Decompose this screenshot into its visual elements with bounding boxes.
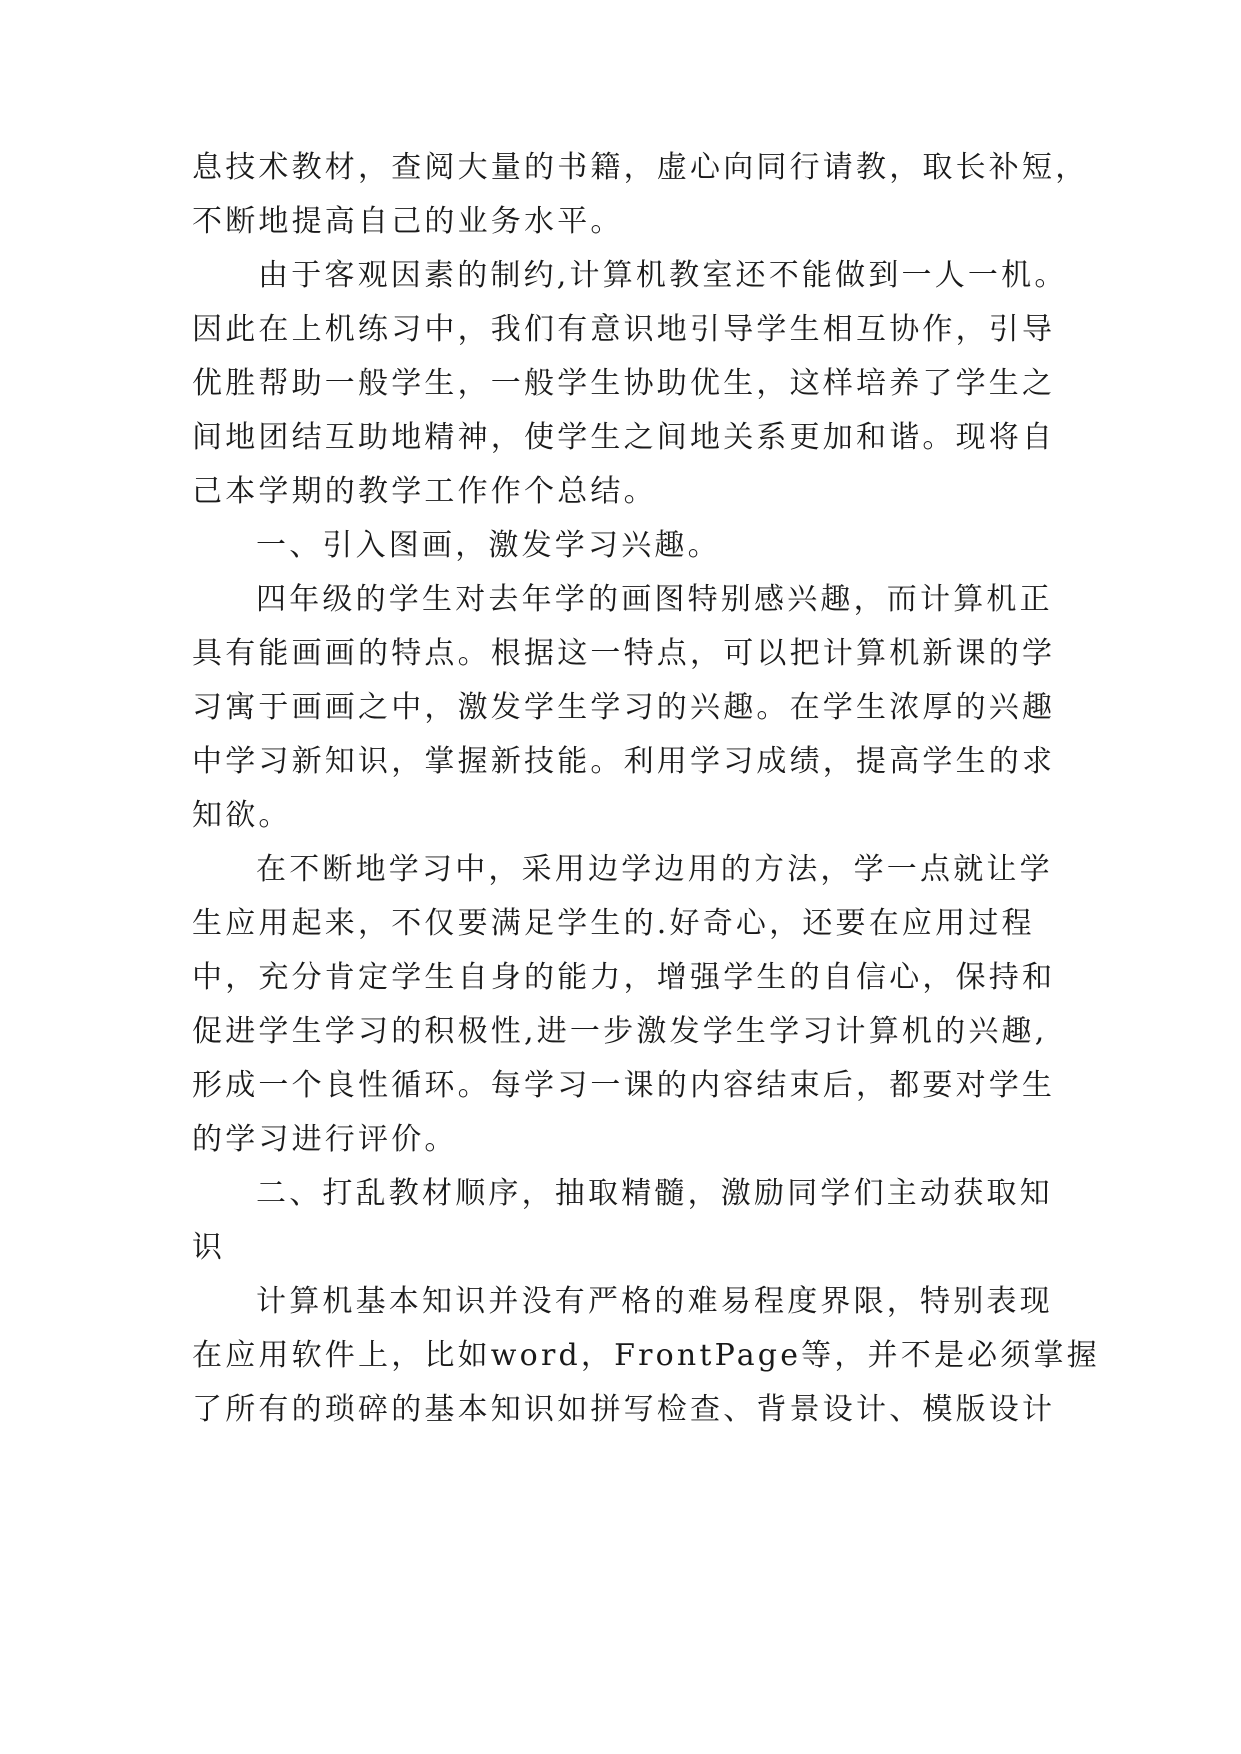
text-line: 优胜帮助一般学生，一般学生协助优生，这样培养了学生之	[192, 366, 1056, 401]
text-line: 促进学生学习的积极性,进一步激发学生学习计算机的兴趣,	[192, 1014, 1048, 1049]
section-heading: 一、引入图画，激发学习兴趣。	[256, 528, 721, 563]
text-line: 生应用起来，不仅要满足学生的.好奇心，还要在应用过程	[192, 906, 1035, 941]
text-line: 知欲。	[192, 798, 292, 833]
section-heading-continued: 识	[192, 1230, 226, 1265]
text-line: 间地团结互助地精神，使学生之间地关系更加和谐。现将自	[192, 420, 1056, 455]
text-line: 形成一个良性循环。每学习一课的内容结束后，都要对学生	[192, 1068, 1056, 1103]
text-line: 了所有的琐碎的基本知识如拼写检查、背景设计、模版设计	[192, 1392, 1056, 1427]
text-line: 具有能画画的特点。根据这一特点，可以把计算机新课的学	[192, 636, 1056, 671]
text-line: 计算机基本知识并没有严格的难易程度界限，特别表现	[256, 1284, 1053, 1319]
text-line: 息技术教材，查阅大量的书籍，虚心向同行请教，取长补短，	[192, 150, 1089, 185]
section-heading: 二、打乱教材顺序，抽取精髓，激励同学们主动获取知	[256, 1176, 1053, 1211]
text-line: 因此在上机练习中，我们有意识地引导学生相互协作，引导	[192, 312, 1056, 347]
text-line: 中，充分肯定学生自身的能力，增强学生的自信心，保持和	[192, 960, 1056, 995]
text-line: 的学习进行评价。	[192, 1122, 458, 1157]
text-line: 在不断地学习中，采用边学边用的方法，学一点就让学	[256, 852, 1053, 887]
text-line: 四年级的学生对去年学的画图特别感兴趣，而计算机正	[256, 582, 1053, 617]
text-line: 中学习新知识，掌握新技能。利用学习成绩，提高学生的求	[192, 744, 1056, 779]
text-line: 由于客观因素的制约,计算机教室还不能做到一人一机。	[258, 258, 1068, 293]
text-line: 己本学期的教学工作作个总结。	[192, 474, 657, 509]
text-line: 习寓于画画之中，激发学生学习的兴趣。在学生浓厚的兴趣	[192, 690, 1056, 725]
text-line: 在应用软件上，比如word，FrontPage等，并不是必须掌握	[192, 1338, 1100, 1373]
text-line: 不断地提高自己的业务水平。	[192, 204, 624, 239]
